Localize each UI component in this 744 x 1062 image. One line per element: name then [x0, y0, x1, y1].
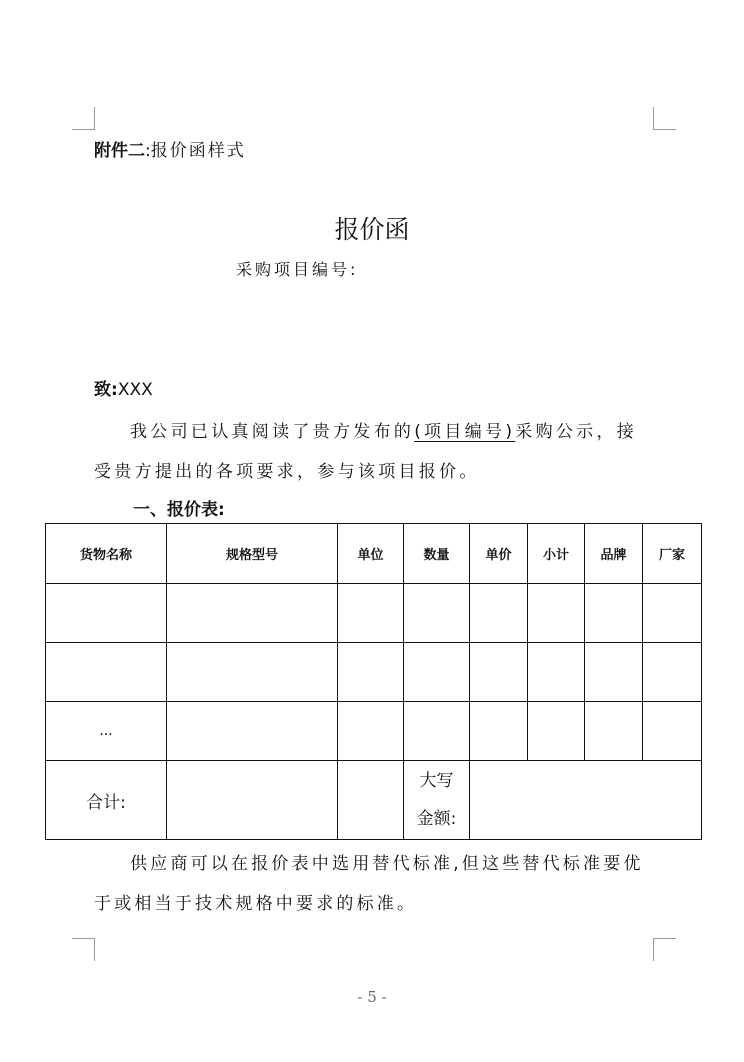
header-spec-model: 规格型号 — [167, 524, 338, 584]
header-unit: 单位 — [338, 524, 404, 584]
total-row — [46, 761, 702, 840]
table-cell[interactable] — [167, 643, 338, 702]
table-cell[interactable] — [404, 584, 470, 643]
table-cell[interactable] — [528, 643, 585, 702]
table-cell[interactable] — [585, 643, 643, 702]
crop-mark-bottom-right — [653, 938, 676, 961]
table-cell[interactable] — [404, 702, 470, 761]
substitution-line1-text: 供应商可以在报价表中选用替代标准,但这些替代标准要优 — [130, 854, 644, 874]
table-cell[interactable] — [338, 702, 404, 761]
addressee-label: 致: — [94, 380, 118, 400]
table-cell[interactable] — [470, 702, 528, 761]
paragraph-substitution — [94, 844, 644, 924]
table-row — [46, 702, 702, 761]
table-row — [46, 643, 702, 702]
page-number: - 5 - — [357, 988, 387, 1006]
header-subtotal: 小计 — [528, 524, 585, 584]
table-header-row — [46, 524, 702, 584]
table-cell[interactable] — [338, 761, 404, 840]
crop-mark-top-left — [72, 107, 95, 130]
table-cell[interactable] — [643, 584, 702, 643]
table-cell[interactable] — [585, 584, 643, 643]
uppercase-amount-value[interactable] — [470, 761, 702, 840]
project-number-label: 采购项目编号: — [236, 260, 359, 279]
header-manufacturer: 厂家 — [643, 524, 702, 584]
paragraph-substitution-line2: 于或相当于技术规格中要求的标准。 — [94, 894, 418, 914]
uppercase-label-line2: 金额: — [416, 809, 457, 829]
table-cell[interactable] — [167, 702, 338, 761]
attachment-label — [94, 136, 246, 161]
total-label: 合计: — [46, 761, 167, 840]
table-cell[interactable] — [585, 702, 643, 761]
table-cell[interactable] — [46, 584, 167, 643]
table-cell[interactable] — [46, 643, 167, 702]
header-unit-price: 单价 — [470, 524, 528, 584]
document-title: 报价函 — [334, 215, 410, 244]
table-cell[interactable] — [643, 643, 702, 702]
section-heading: 一、报价表: — [133, 500, 225, 520]
total-value-cell[interactable] — [167, 761, 338, 840]
attachment-text: 报价函样式 — [150, 141, 246, 161]
table-cell[interactable] — [643, 702, 702, 761]
table-cell[interactable] — [338, 643, 404, 702]
uppercase-label-line1: 大写 — [419, 771, 454, 791]
uppercase-amount-label — [404, 761, 470, 840]
intro-before: 我公司已认真阅读了贵方发布的 — [130, 422, 415, 442]
addressee — [94, 375, 153, 400]
table-cell[interactable] — [404, 643, 470, 702]
table-cell[interactable] — [338, 584, 404, 643]
table-cell[interactable] — [470, 584, 528, 643]
paragraph-intro-line2: 受贵方提出的各项要求，参与该项目报价。 — [94, 462, 480, 482]
header-brand: 品牌 — [585, 524, 643, 584]
table-row — [46, 584, 702, 643]
header-quantity: 数量 — [404, 524, 470, 584]
header-goods-name: 货物名称 — [46, 524, 167, 584]
table-cell[interactable] — [470, 643, 528, 702]
attachment-colon: : — [145, 141, 151, 161]
table-cell[interactable] — [528, 702, 585, 761]
paragraph-intro-line1 — [94, 412, 637, 452]
paragraph-intro — [94, 412, 637, 492]
addressee-name: XXX — [117, 380, 153, 400]
table-cell[interactable] — [167, 584, 338, 643]
paragraph-substitution-line1 — [94, 844, 644, 884]
quote-table — [45, 523, 702, 840]
crop-mark-bottom-left — [72, 938, 95, 961]
attachment-prefix: 附件二 — [94, 141, 145, 161]
table-cell[interactable] — [528, 584, 585, 643]
project-number-placeholder: (项目编号) — [414, 422, 516, 442]
crop-mark-top-right — [653, 107, 676, 130]
intro-after: 采购公示，接 — [515, 422, 638, 442]
ellipsis-cell: ... — [46, 702, 167, 761]
